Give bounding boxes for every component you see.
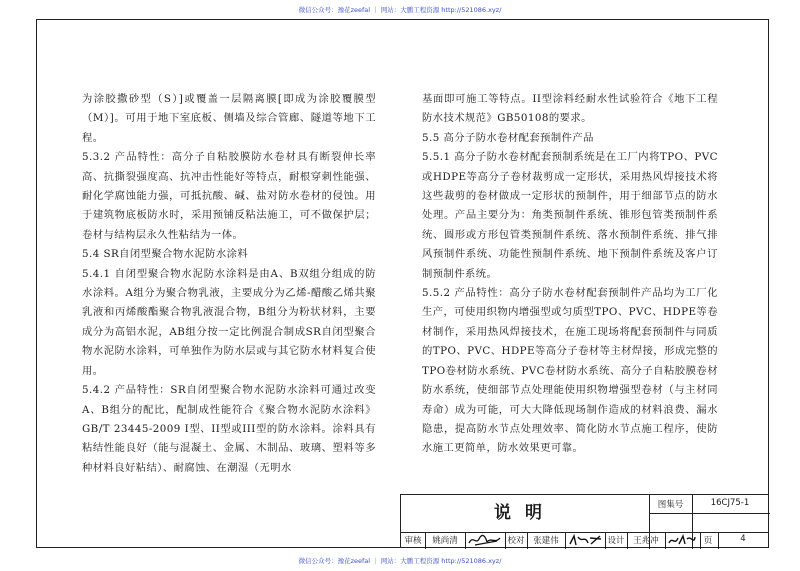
right-column (422, 90, 718, 459)
design-signature (667, 533, 697, 548)
page-number: 4 (740, 534, 746, 544)
paragraph: 5.3.2 产品特性：高分子自粘胶膜防水卷材具有断裂伸长率高、抗撕裂强度高、抗冲击性能好等特点，耐根穿刺性能强、耐化学腐蚀能力强，可抵抗酸、碱、盐对防水卷材的侵蚀。用于建筑物底板防水时，采用预铺反粘法施工，可不做保护层；卷材与结构层永久性粘结为一体。 (82, 151, 376, 241)
watermark-bottom: 微信公众号：豫花zeefal ｜ 网站：大鹏工程资源 http://521086.xyz/ (298, 557, 502, 565)
section-heading: 5.4 SR自闭型聚合物水泥防水涂料 (82, 248, 249, 261)
review-name: 姚尚清 (432, 536, 458, 546)
paragraph: 5.4.2 产品特性：SR自闭型聚合物水泥防水涂料可通过改变A、B组分的配比，配制成性能符合《聚合物水泥防水涂料》GB/T 23445-2009 I型、II型或III型的防水涂料。涂料具有粘结性能良好（能与混凝土、金属、木制品、玻璃、塑料等多种材料良好粘结）、耐腐蚀、在潮湿（无明水 (82, 384, 376, 474)
left-column (82, 90, 376, 478)
review-signature (467, 533, 503, 548)
paragraph: 基面即可施工等特点。II型涂料经耐水性试验符合《地下工程防水技术规范》GB50108的要求。 (422, 93, 718, 125)
check-name: 张建伟 (533, 536, 559, 546)
section-heading: 5.5 高分子防水卷材配套预制件产品 (422, 131, 594, 144)
page-label: 页 (703, 536, 713, 546)
atlas-number-label: 图集号 (657, 500, 684, 510)
paragraph: 5.5.1 高分子防水卷材配套预制系统是在工厂内将TPO、PVC或HDPE等高分子卷材裁剪成一定形状，采用热风焊接技术将这些裁剪的卷材做成一定形状的预制件，用于细部节点的防水处理。产品主要分为：角类预制件系统、锥形包管类预制件系统、圆形或方形包管类预制件系统、落水预制件系统、排气排风预制件系统、功能性预制件系统、地下预制件系统及客户订制预制件系统。 (422, 151, 718, 280)
check-signature (567, 533, 603, 548)
design-label: 设计 (607, 536, 625, 546)
title-block (400, 494, 769, 548)
atlas-number: 16CJ75-1 (710, 498, 750, 508)
check-label: 校对 (507, 536, 525, 546)
paragraph: 5.4.1 自闭型聚合物水泥防水涂料是由A、B双组分组成的防水涂料。A组分为聚合物乳液，主要成分为乙烯-醋酸乙烯共聚乳液和丙烯酸酯聚合物乳液混合物，B组分为粉状材料，主要成分为高铝水泥，AB组分按一定比例混合制成SR自闭型聚合物水泥防水涂料，可单独作为防水层或与其它防水材料复合使用。 (82, 267, 376, 377)
review-label: 审核 (404, 536, 422, 546)
drawing-title: 说明 (494, 503, 556, 523)
paragraph: 为涂胶撒砂型（S）]或覆盖一层隔离膜[即成为涂胶覆膜型（M）]。可用于地下室底板、侧墙及综合管廊、隧道等地下工程。 (82, 93, 376, 144)
paragraph: 5.5.2 产品特性：高分子防水卷材配套预制件产品均为工厂化生产，可使用织物内增强型或匀质型TPO、PVC、HDPE等卷材制作，采用热风焊接技术，在施工现场将配套预制件与同质的TPO、PVC、HDPE等高分子卷材等主材焊接，形成完整的TPO卷材防水系统、PVC卷材防水系统、高分子自粘胶膜卷材防水系统，使细部节点处理能使用织物增强型卷材（与主材同寿命）成为可能，可大大降低现场制作造成的材料浪费、漏水隐患，提高防水节点处理效率、简化防水节点施工程序，使防水施工更简单，防水效果更可靠。 (422, 287, 718, 455)
design-name: 王兆冲 (633, 536, 659, 546)
watermark-top: 微信公众号：豫花zeefal ｜ 网站：大鹏工程资源 http://521086.xyz/ (298, 6, 502, 14)
